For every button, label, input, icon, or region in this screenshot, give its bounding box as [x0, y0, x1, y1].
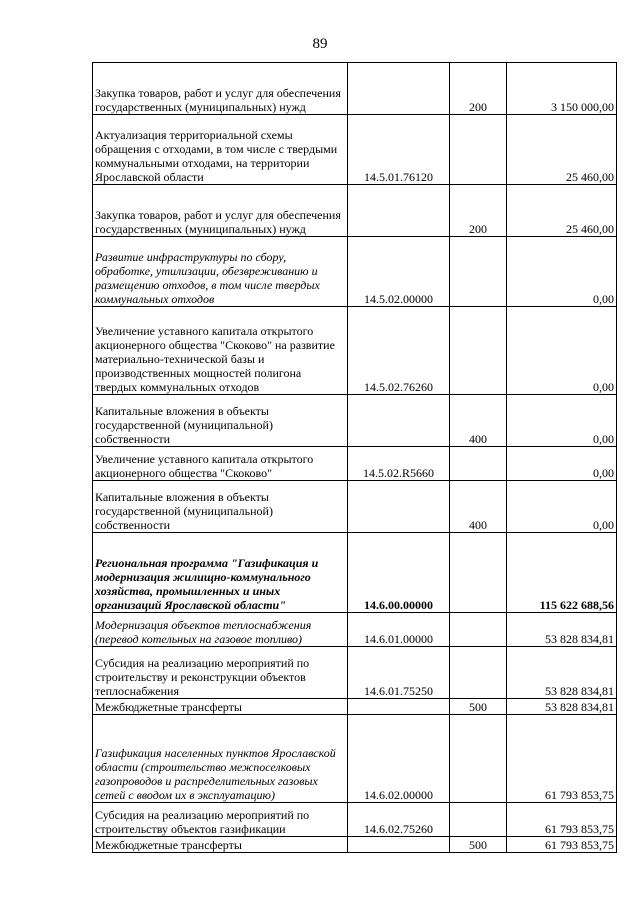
row-name: Субсидия на реализацию мероприятий по строительству объектов газификации — [93, 803, 348, 837]
row-vr: 400 — [450, 481, 507, 533]
row-code: 14.6.02.00000 — [348, 715, 450, 803]
row-name: Увеличение уставного капитала открытого акционерного общества "Скоково" на развитие материально-технической базы и производственных мощностей полигона твердых коммунальных отходов — [93, 307, 348, 395]
row-code — [348, 481, 450, 533]
row-code: 14.6.01.75250 — [348, 647, 450, 699]
row-vr: 500 — [450, 699, 507, 715]
row-sum: 61 793 853,75 — [507, 715, 617, 803]
row-name: Актуализация территориальной схемы обращения с отходами, в том числе с твердыми коммунальными отходами, на территории Ярославской области — [93, 115, 348, 185]
row-sum: 0,00 — [507, 395, 617, 447]
row-name: Региональная программа "Газификация и модернизация жилищно-коммунального хозяйства, промышленных и иных организаций Ярославской области" — [93, 533, 348, 613]
row-vr — [450, 533, 507, 613]
row-sum: 25 460,00 — [507, 115, 617, 185]
row-vr: 400 — [450, 395, 507, 447]
table-row — [93, 185, 617, 237]
table-row — [93, 237, 617, 307]
table-row — [93, 613, 617, 647]
row-sum: 53 828 834,81 — [507, 647, 617, 699]
row-code: 14.5.01.76120 — [348, 115, 450, 185]
row-name: Субсидия на реализацию мероприятий по строительству и реконструкции объектов теплоснабжения — [93, 647, 348, 699]
row-sum: 0,00 — [507, 447, 617, 481]
row-sum: 61 793 853,75 — [507, 837, 617, 853]
table-row — [93, 837, 617, 853]
row-sum: 0,00 — [507, 237, 617, 307]
page-number: 89 — [312, 36, 328, 52]
row-vr — [450, 613, 507, 647]
table-row — [93, 307, 617, 395]
row-code — [348, 185, 450, 237]
row-code: 14.6.01.00000 — [348, 613, 450, 647]
row-code: 14.5.02.R5660 — [348, 447, 450, 481]
table-row — [93, 533, 617, 613]
row-sum: 53 828 834,81 — [507, 613, 617, 647]
row-name: Межбюджетные трансферты — [93, 699, 348, 715]
table-row — [93, 115, 617, 185]
row-name: Закупка товаров, работ и услуг для обеспечения государственных (муниципальных) нужд — [93, 185, 348, 237]
row-code — [348, 63, 450, 115]
row-vr — [450, 237, 507, 307]
row-code — [348, 395, 450, 447]
row-vr — [450, 115, 507, 185]
budget-table — [92, 62, 617, 853]
table-row — [93, 63, 617, 115]
row-name: Увеличение уставного капитала открытого акционерного общества "Скоково" — [93, 447, 348, 481]
row-vr — [450, 307, 507, 395]
row-sum: 25 460,00 — [507, 185, 617, 237]
row-name: Газификация населенных пунктов Ярославской области (строительство межпоселковых газопроводов и распределительных газовых сетей с вводом их в эксплуатацию) — [93, 715, 348, 803]
row-sum: 0,00 — [507, 481, 617, 533]
table-row — [93, 715, 617, 803]
row-code — [348, 837, 450, 853]
row-vr — [450, 647, 507, 699]
row-name: Закупка товаров, работ и услуг для обеспечения государственных (муниципальных) нужд — [93, 63, 348, 115]
row-code: 14.6.02.75260 — [348, 803, 450, 837]
row-name: Развитие инфраструктуры по сбору, обработке, утилизации, обезвреживанию и размещению отходов, в том числе твердых коммунальных отходов — [93, 237, 348, 307]
row-vr: 500 — [450, 837, 507, 853]
row-vr — [450, 803, 507, 837]
row-code: 14.6.00.00000 — [348, 533, 450, 613]
row-sum: 61 793 853,75 — [507, 803, 617, 837]
row-sum: 53 828 834,81 — [507, 699, 617, 715]
row-name: Модернизация объектов теплоснабжения (перевод котельных на газовое топливо) — [93, 613, 348, 647]
row-code: 14.5.02.00000 — [348, 237, 450, 307]
row-name: Межбюджетные трансферты — [93, 837, 348, 853]
table-row — [93, 647, 617, 699]
row-vr — [450, 715, 507, 803]
row-sum: 0,00 — [507, 307, 617, 395]
table-row — [93, 395, 617, 447]
row-vr — [450, 447, 507, 481]
row-sum: 3 150 000,00 — [507, 63, 617, 115]
row-name: Капитальные вложения в объекты государственной (муниципальной) собственности — [93, 395, 348, 447]
table-row — [93, 699, 617, 715]
table-row — [93, 803, 617, 837]
table-row — [93, 447, 617, 481]
row-code — [348, 699, 450, 715]
row-code: 14.5.02.76260 — [348, 307, 450, 395]
row-name: Капитальные вложения в объекты государственной (муниципальной) собственности — [93, 481, 348, 533]
row-vr: 200 — [450, 63, 507, 115]
row-vr: 200 — [450, 185, 507, 237]
table-row — [93, 481, 617, 533]
row-sum: 115 622 688,56 — [507, 533, 617, 613]
